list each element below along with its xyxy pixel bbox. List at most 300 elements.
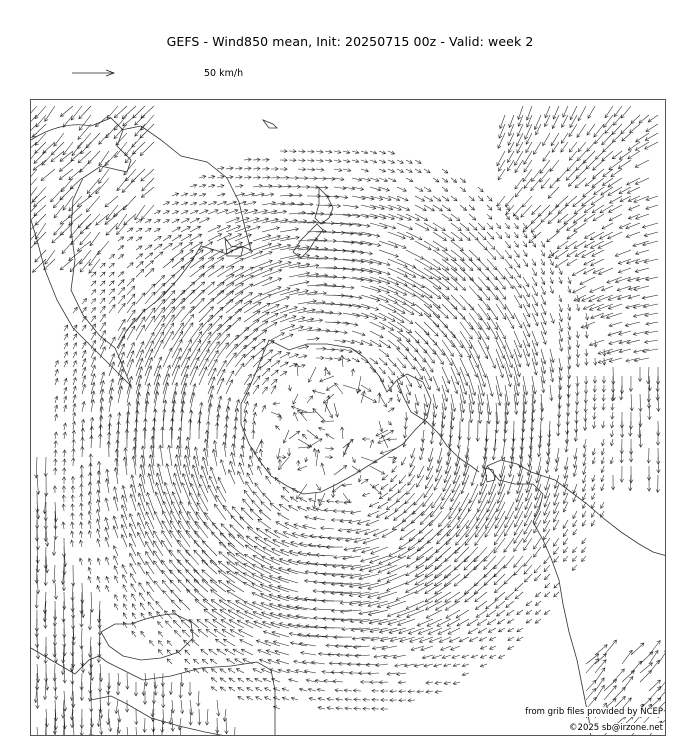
wind-arrow: [62, 486, 66, 493]
wind-arrow: [217, 396, 222, 412]
wind-arrow: [80, 522, 84, 529]
wind-arrow: [82, 384, 86, 394]
wind-arrow: [147, 493, 154, 512]
wind-arrow: [506, 196, 514, 207]
wind-arrow: [321, 420, 334, 424]
wind-arrow: [208, 307, 223, 322]
wind-arrow: [608, 178, 622, 187]
wind-arrow: [435, 556, 451, 569]
wind-arrow: [172, 610, 181, 619]
wind-arrow: [559, 340, 563, 351]
wind-arrow: [258, 519, 271, 529]
wind-arrow: [253, 184, 262, 188]
wind-arrow: [405, 412, 409, 421]
wind-arrow: [523, 340, 530, 357]
wind-arrow: [363, 698, 370, 702]
wind-arrow: [317, 688, 325, 692]
wind-arrow: [392, 520, 406, 530]
wind-arrow: [550, 367, 554, 382]
wind-arrow: [369, 619, 388, 624]
wind-arrow: [600, 232, 614, 239]
wind-arrow: [504, 412, 508, 433]
wind-arrow: [553, 538, 559, 546]
wind-arrow: [163, 383, 169, 404]
wind-arrow: [54, 583, 58, 599]
wind-arrow: [113, 546, 118, 556]
wind-arrow: [109, 272, 114, 277]
wind-arrow: [379, 250, 398, 257]
wind-arrow: [343, 277, 364, 281]
wind-arrow: [609, 214, 622, 221]
wind-arrow: [532, 277, 537, 286]
wind-arrow: [298, 159, 305, 163]
wind-arrow: [388, 304, 405, 313]
wind-arrow: [324, 626, 343, 630]
wind-arrow: [73, 307, 77, 313]
wind-arrow: [183, 464, 190, 484]
wind-arrow: [602, 358, 606, 365]
wind-arrow: [523, 232, 527, 238]
wind-arrow: [64, 343, 68, 349]
wind-arrow: [311, 661, 325, 665]
wind-arrow: [559, 322, 563, 332]
wind-arrow: [361, 151, 368, 154]
wind-arrow: [55, 396, 58, 403]
wind-arrow: [417, 619, 433, 626]
wind-arrow: [100, 281, 105, 286]
wind-arrow: [361, 169, 368, 172]
wind-arrow: [319, 427, 326, 430]
wind-arrow: [256, 640, 271, 646]
wind-arrow: [226, 353, 236, 367]
wind-arrow: [379, 349, 389, 357]
wind-arrow: [389, 484, 397, 491]
wind-arrow: [244, 356, 254, 367]
wind-arrow: [117, 413, 121, 431]
wind-arrow: [523, 250, 527, 257]
wind-arrow: [583, 421, 587, 430]
wind-arrow: [145, 219, 151, 223]
wind-arrow: [279, 558, 298, 565]
wind-arrow: [199, 193, 206, 196]
wind-arrow: [648, 115, 658, 122]
wind-arrow: [334, 349, 343, 353]
wind-arrow: [294, 412, 298, 421]
wind-arrow: [442, 277, 458, 290]
wind-arrow: [333, 680, 343, 684]
wind-arrow: [361, 556, 379, 562]
wind-arrow: [307, 396, 313, 403]
wind-arrow: [81, 655, 85, 673]
wind-arrow: [72, 430, 76, 439]
wind-arrow: [212, 523, 226, 538]
wind-arrow: [595, 668, 605, 682]
wind-arrow: [127, 237, 133, 241]
wind-arrow: [415, 241, 431, 250]
wind-arrow: [575, 178, 586, 188]
wind-arrow: [146, 522, 154, 538]
wind-arrow: [409, 466, 415, 476]
wind-arrow: [208, 184, 215, 187]
wind-arrow: [334, 403, 339, 417]
wind-arrow: [73, 343, 77, 349]
wind-arrow: [607, 277, 622, 283]
wind-arrow: [361, 286, 381, 292]
wind-arrow: [305, 457, 308, 462]
wind-arrow: [105, 196, 118, 207]
wind-arrow: [62, 522, 65, 529]
wind-arrow: [388, 214, 403, 220]
wind-arrow: [181, 306, 194, 322]
wind-arrow: [629, 205, 640, 210]
wind-arrow: [60, 106, 73, 117]
wind-arrow: [603, 178, 614, 186]
wind-arrow: [80, 503, 84, 511]
wind-arrow: [296, 461, 300, 467]
wind-arrow: [514, 286, 522, 298]
wind-arrow: [630, 394, 634, 411]
wind-arrow: [148, 602, 154, 610]
wind-arrow: [81, 447, 85, 457]
wind-arrow: [256, 697, 262, 700]
wind-arrow: [504, 520, 514, 536]
wind-arrow: [433, 241, 447, 251]
wind-arrow: [127, 278, 134, 286]
wind-arrow: [576, 358, 580, 367]
wind-arrow: [247, 688, 253, 692]
wind-arrow: [109, 297, 115, 304]
wind-arrow: [583, 466, 587, 475]
wind-arrow: [283, 487, 289, 493]
wind-arrow: [217, 166, 224, 170]
wind-arrow: [370, 223, 387, 229]
wind-arrow: [134, 682, 138, 696]
wind-arrow: [53, 468, 57, 475]
wind-arrow: [278, 459, 282, 466]
wind-arrow: [326, 545, 343, 549]
wind-arrow: [35, 619, 39, 637]
wind-arrow: [253, 158, 260, 162]
wind-arrow: [441, 493, 451, 509]
wind-arrow: [316, 177, 326, 181]
wind-arrow: [370, 358, 378, 364]
wind-arrow: [228, 610, 244, 619]
wind-arrow: [96, 509, 100, 520]
wind-arrow: [106, 124, 118, 138]
wind-arrow: [469, 232, 478, 240]
wind-arrow: [123, 575, 128, 583]
wind-arrow: [36, 727, 40, 736]
wind-arrow: [240, 639, 253, 646]
wind-arrow: [584, 205, 595, 213]
wind-arrow: [585, 331, 589, 338]
wind-arrow: [36, 475, 40, 494]
wind-arrow: [253, 251, 272, 259]
wind-arrow: [628, 196, 640, 202]
wind-arrow: [524, 538, 532, 550]
wind-arrow: [442, 295, 457, 309]
wind-arrow: [545, 592, 550, 597]
wind-arrow: [359, 574, 379, 580]
wind-arrow: [324, 368, 328, 376]
wind-arrow: [536, 592, 542, 597]
wind-arrow: [279, 622, 298, 628]
wind-arrow: [252, 430, 256, 439]
wind-arrow: [316, 508, 325, 512]
wind-arrow: [406, 160, 412, 163]
wind-arrow: [407, 610, 424, 618]
wind-arrow: [291, 541, 307, 547]
wind-arrow: [222, 442, 226, 457]
wind-arrow: [487, 241, 495, 250]
wind-arrow: [424, 187, 431, 191]
wind-arrow: [475, 601, 487, 610]
wind-arrow: [614, 106, 622, 117]
wind-arrow: [181, 235, 192, 242]
wind-arrow: [131, 475, 136, 493]
wind-arrow: [576, 349, 580, 358]
wind-arrow: [154, 340, 163, 358]
wind-arrow: [378, 502, 388, 508]
wind-arrow: [545, 574, 551, 580]
wind-arrow: [593, 169, 604, 179]
wind-arrow: [432, 493, 442, 508]
wind-arrow: [166, 621, 173, 628]
wind-arrow: [561, 142, 568, 152]
wind-arrow: [541, 259, 544, 265]
wind-arrow: [88, 482, 92, 493]
wind-arrow: [163, 259, 174, 268]
wind-arrow: [505, 349, 513, 368]
wind-arrow: [514, 232, 518, 238]
wind-arrow: [587, 124, 595, 135]
wind-arrow: [399, 698, 406, 702]
wind-arrow: [298, 150, 305, 154]
wind-arrow: [277, 448, 281, 459]
wind-arrow: [526, 106, 532, 120]
wind-arrow: [550, 313, 554, 323]
wind-arrow: [629, 376, 633, 391]
wind-arrow: [478, 232, 486, 240]
wind-arrow: [583, 187, 595, 197]
wind-arrow: [156, 483, 163, 503]
wind-arrow: [73, 334, 77, 340]
wind-arrow: [161, 691, 165, 708]
wind-arrow: [388, 376, 393, 384]
wind-arrow: [505, 259, 512, 268]
wind-arrow: [316, 450, 320, 467]
wind-arrow: [269, 575, 289, 583]
wind-arrow: [433, 286, 449, 299]
wind-arrow: [82, 359, 86, 367]
wind-arrow: [381, 698, 388, 702]
wind-arrow: [289, 158, 296, 162]
wind-arrow: [515, 151, 524, 165]
wind-arrow: [99, 718, 103, 735]
wind-arrow: [235, 176, 242, 180]
wind-arrow: [259, 449, 263, 457]
wind-arrow: [91, 316, 96, 322]
wind-arrow: [253, 412, 257, 421]
wind-arrow: [335, 689, 343, 693]
wind-arrow: [582, 520, 586, 526]
wind-arrow: [605, 124, 613, 133]
wind-arrow: [379, 160, 386, 163]
wind-arrow: [31, 142, 37, 153]
wind-arrow: [289, 272, 310, 277]
wind-arrow: [643, 349, 658, 353]
wind-arrow: [273, 539, 289, 547]
wind-arrow: [73, 395, 77, 403]
wind-arrow: [360, 565, 379, 571]
wind-arrow: [273, 688, 280, 691]
wind-arrow: [159, 445, 163, 466]
wind-arrow: [190, 218, 199, 223]
wind-arrow: [208, 266, 224, 277]
wind-arrow: [334, 214, 351, 218]
wind-arrow: [200, 475, 208, 493]
wind-arrow: [469, 205, 475, 210]
wind-arrow: [526, 601, 532, 606]
wind-arrow: [505, 358, 512, 377]
wind-arrow: [270, 503, 280, 511]
wind-arrow: [582, 547, 586, 553]
wind-arrow: [387, 583, 407, 591]
wind-arrow: [368, 610, 388, 616]
wind-arrow: [172, 243, 182, 250]
wind-arrow: [63, 432, 67, 439]
wind-arrow: [271, 361, 280, 367]
wind-arrow: [190, 234, 202, 241]
wind-arrow: [215, 423, 219, 439]
wind-arrow: [370, 187, 381, 191]
wind-arrow: [63, 459, 67, 466]
wind-arrow: [52, 538, 56, 555]
wind-arrow: [181, 483, 190, 502]
wind-arrow: [415, 169, 421, 173]
wind-arrow: [254, 546, 271, 556]
wind-arrow: [218, 580, 235, 592]
wind-arrow: [198, 709, 202, 725]
wind-arrow: [487, 214, 492, 219]
wind-arrow: [379, 169, 386, 172]
wind-arrow: [541, 304, 546, 315]
wind-arrow: [226, 275, 244, 286]
wind-arrow: [298, 220, 316, 224]
wind-arrow: [304, 670, 316, 674]
wind-arrow: [301, 651, 316, 655]
wind-arrow: [113, 526, 118, 538]
wind-arrow: [514, 556, 523, 567]
wind-arrow: [273, 402, 280, 406]
wind-arrow: [154, 299, 165, 313]
wind-arrow: [141, 187, 154, 197]
wind-arrow: [547, 439, 551, 455]
wind-arrow: [379, 367, 385, 374]
wind-arrow: [555, 259, 568, 267]
wind-arrow: [122, 178, 136, 193]
wind-arrow: [82, 298, 87, 304]
wind-arrow: [467, 619, 478, 626]
wind-arrow: [90, 718, 94, 736]
wind-arrow: [593, 214, 604, 221]
wind-arrow: [190, 483, 199, 502]
wind-arrow: [514, 295, 522, 308]
wind-arrow: [82, 307, 86, 313]
wind-arrow: [202, 580, 217, 592]
wind-arrow: [208, 368, 216, 385]
wind-arrow: [239, 463, 244, 475]
wind-arrow: [170, 427, 174, 448]
wind-arrow: [524, 556, 532, 566]
wind-arrow: [227, 581, 244, 592]
wind-arrow: [125, 700, 129, 712]
wind-arrow: [247, 697, 253, 701]
wind-arrow: [81, 583, 85, 603]
wind-arrow: [79, 540, 83, 547]
wind-arrow: [172, 235, 182, 241]
wind-arrow: [91, 272, 96, 277]
wind-arrow: [261, 502, 271, 511]
wind-arrow: [69, 250, 82, 261]
wind-arrow: [478, 358, 486, 378]
wind-arrow: [217, 649, 226, 655]
wind-arrow: [190, 210, 198, 214]
wind-arrow: [372, 484, 379, 488]
wind-arrow: [280, 353, 290, 358]
wind-arrow: [271, 288, 290, 296]
wind-arrow: [576, 385, 580, 396]
wind-arrow: [182, 474, 190, 494]
wind-arrow: [132, 622, 136, 628]
wind-arrow: [445, 457, 451, 474]
wind-arrow: [122, 565, 127, 574]
wind-arrow: [612, 124, 622, 135]
wind-arrow: [262, 313, 278, 322]
wind-arrow: [143, 718, 147, 732]
wind-arrow: [80, 513, 84, 520]
wind-arrow: [154, 275, 165, 286]
wind-arrow: [163, 315, 174, 331]
wind-arrow: [280, 158, 287, 162]
wind-arrow: [115, 595, 118, 601]
wind-arrow: [496, 331, 505, 349]
wind-arrow: [210, 659, 217, 664]
wind-arrow: [541, 376, 545, 393]
wind-arrow: [532, 340, 538, 356]
wind-arrow: [262, 269, 282, 277]
wind-arrow: [322, 599, 343, 603]
wind-arrow: [253, 312, 269, 322]
wind-arrow: [425, 583, 442, 594]
wind-arrow: [590, 304, 605, 310]
wind-arrow: [534, 115, 541, 130]
wind-arrow: [35, 592, 39, 608]
wind-arrow: [538, 430, 542, 448]
wind-arrow: [606, 313, 622, 319]
wind-arrow: [217, 343, 229, 358]
wind-arrow: [276, 426, 281, 430]
wind-arrow: [135, 115, 145, 125]
wind-arrow: [80, 465, 84, 475]
wind-arrow: [534, 142, 542, 154]
wind-arrow: [388, 178, 396, 182]
wind-arrow: [325, 357, 333, 361]
wind-arrow: [138, 513, 145, 529]
wind-arrow: [53, 196, 64, 208]
wind-arrow: [388, 408, 394, 412]
wind-arrow: [433, 376, 440, 391]
